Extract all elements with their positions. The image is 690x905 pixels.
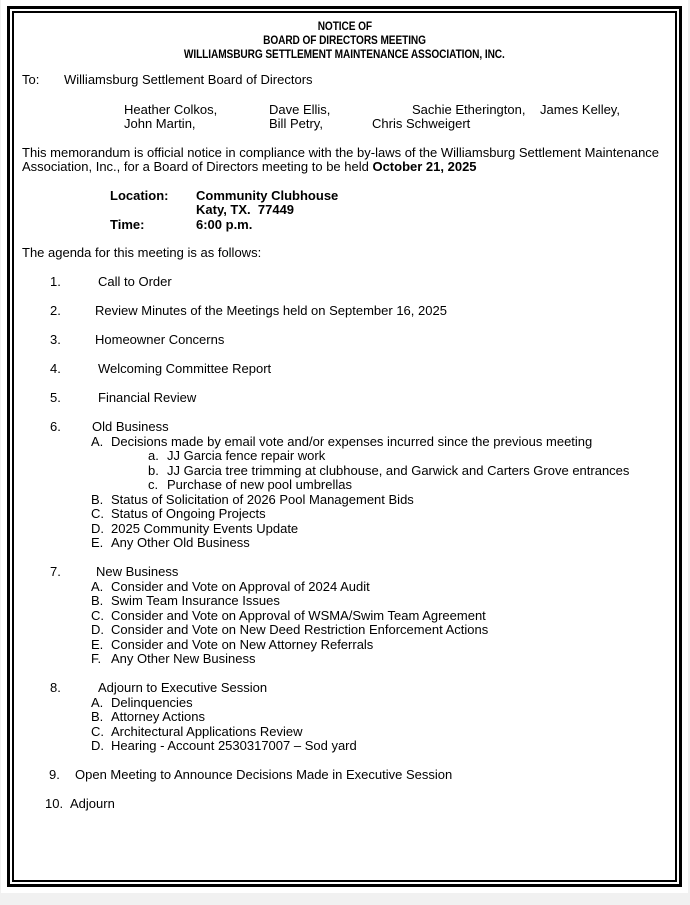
agenda-subsub-line [14,478,675,493]
header-line-notice: NOTICE OF [317,21,372,33]
agenda-sub-letter: C. [91,723,104,739]
agenda-sub-letter: E. [91,636,104,652]
agenda-sub-letter: D. [91,622,104,637]
agenda-item-number: 1. [50,274,61,289]
location-city-line [14,203,675,218]
agenda-item-line [14,391,675,406]
agenda-item-2 [14,304,675,319]
agenda-item-text: New Business [96,564,179,579]
agenda-item-text: Open Meeting to Announce Decisions Made in Executive Session [75,767,453,782]
agenda-item-6 [14,420,675,551]
agenda-item-text: Welcoming Committee Report [98,361,272,376]
agenda-item-line [14,768,675,783]
agenda-sub-text: Any Other Old Business [111,535,250,550]
agenda-sub-text: Status of Solicitation of 2026 Pool Management Bids [111,491,414,507]
agenda-item-number: 7. [50,564,61,579]
agenda-subsub-letter: b. [148,462,159,478]
agenda-item-text: Adjourn to Executive Session [98,680,268,695]
time-line [14,218,675,233]
agenda-sub-text: Consider and Vote on Approval of WSMA/Swim Team Agreement [111,607,486,623]
agenda-sub-letter: A. [91,578,104,594]
agenda-sub-text: Delinquencies [111,694,193,710]
agenda-sub-line [14,507,675,522]
agenda-item-number: 5. [50,390,61,405]
agenda-sub-line [14,609,675,624]
agenda-sub-letter: A. [91,433,104,449]
to-label: To: [22,72,40,87]
agenda-item-text: Review Minutes of the Meetings held on September 16, 2025 [95,303,447,318]
meeting-date: October 21, 2025 [372,159,477,174]
agenda-sub-text: Consider and Vote on New Deed Restriction Enforcement Actions [111,622,489,637]
agenda-sub-letter: B. [91,593,104,608]
agenda-sub-letter: D. [91,738,104,753]
agenda-item-text: Old Business [92,419,169,434]
agenda-subsub-line [14,449,675,464]
agenda-item-text: Adjourn [70,796,115,811]
agenda-sub-line [14,435,675,450]
document-header [14,20,675,62]
agenda-subsub-line [14,464,675,479]
recipient-name: Chris Schweigert [372,116,471,131]
agenda-item-line [14,681,675,696]
agenda-sub-text: Architectural Applications Review [111,723,303,739]
agenda-item-number: 6. [50,419,61,434]
time-value: 6:00 p.m. [196,216,253,232]
agenda-item-9 [14,768,675,783]
agenda-item-5 [14,391,675,406]
recipient-name: Sachie Etherington, [412,101,526,117]
agenda-item-line [14,362,675,377]
agenda-item-line [14,333,675,348]
agenda-sub-text: Hearing - Account 2530317007 – Sod yard [111,738,357,753]
agenda-sub-letter: E. [91,535,104,550]
agenda-item-number: 8. [50,680,61,695]
recipients-row-1 [14,103,675,118]
agenda-sub-letter: B. [91,709,104,724]
agenda-sub-line [14,652,675,667]
agenda-sub-line [14,638,675,653]
memo-paragraph [14,146,675,175]
agenda-sub-text: Any Other New Business [111,651,256,666]
agenda-item-line [14,304,675,319]
agenda-item-number: 10. [45,796,64,811]
agenda-item-number: 3. [50,332,61,347]
agenda-sub-letter: D. [91,520,104,536]
agenda-intro: The agenda for this meeting is as follows: [22,245,262,260]
agenda-item-8 [14,681,675,754]
agenda-sub-text: Decisions made by email vote and/or expenses incurred since the previous meeting [111,433,593,449]
agenda-sub-text: Attorney Actions [111,709,205,724]
agenda-item-1 [14,275,675,290]
agenda-item-text: Call to Order [98,274,172,289]
recipient-name: Heather Colkos, [124,101,218,117]
location-city: Katy, TX. 77449 [196,202,295,217]
agenda-sub-line [14,623,675,638]
agenda-item-line [14,275,675,290]
agenda-sub-line [14,493,675,508]
agenda-item-7 [14,565,675,667]
to-value: Williamsburg Settlement Board of Directors [64,72,313,87]
memo-line-1: This memorandum is official notice in compliance with the by-laws of the Williamsburg Settlement Maintenance [22,144,660,160]
agenda-item-line [14,797,675,812]
agenda-sub-line [14,739,675,754]
agenda-item-text: Homeowner Concerns [95,332,225,347]
recipients-row-2 [14,117,675,132]
agenda-sub-text: Swim Team Insurance Issues [111,593,280,608]
agenda-sub-line [14,536,675,551]
agenda-sub-line [14,594,675,609]
recipient-name: Dave Ellis, [269,101,331,117]
agenda-list [14,275,675,812]
agenda-sub-line [14,696,675,711]
agenda-sub-line [14,725,675,740]
location-value: Community Clubhouse [196,187,339,203]
memo-line-2-text: Association, Inc., for a Board of Directors meeting to be held [22,159,373,174]
agenda-sub-letter: F. [91,651,102,666]
time-label: Time: [110,216,145,232]
agenda-item-text: Financial Review [98,390,197,405]
agenda-item-number: 2. [50,303,61,318]
agenda-sub-text: Consider and Vote on Approval of 2024 Audit [111,578,370,594]
agenda-sub-text: Status of Ongoing Projects [111,506,266,521]
recipient-name: James Kelley, [540,101,620,117]
agenda-item-line [14,420,675,435]
agenda-sub-letter: C. [91,607,104,623]
recipient-name: John Martin, [124,116,196,131]
document-content [14,20,675,812]
agenda-sub-letter: A. [91,694,104,710]
agenda-subsub-text: JJ Garcia tree trimming at clubhouse, and Garwick and Carters Grove entrances [167,462,630,478]
agenda-sub-letter: C. [91,506,104,521]
agenda-item-number: 9. [49,767,60,782]
location-line [14,189,675,204]
to-line [14,73,675,88]
agenda-subsub-letter: a. [148,448,159,463]
agenda-item-10 [14,797,675,812]
recipient-name: Bill Petry, [269,116,323,131]
agenda-sub-line [14,580,675,595]
document-page [1,0,688,893]
document-border-inner [12,11,677,882]
agenda-subsub-text: JJ Garcia fence repair work [167,448,326,463]
location-label: Location: [110,187,169,203]
agenda-subsub-text: Purchase of new pool umbrellas [167,477,352,492]
agenda-sub-text: Consider and Vote on New Attorney Referrals [111,636,374,652]
recipients-list [14,103,675,132]
meeting-details [14,189,675,233]
agenda-subsub-letter: c. [148,477,159,492]
memo-line-2 [14,160,675,175]
document-border-outer [7,6,682,887]
agenda-item-line [14,565,675,580]
agenda-sub-letter: B. [91,491,104,507]
header-line-association: WILLIAMSBURG SETTLEMENT MAINTENANCE ASSOCIATION, INC. [184,49,505,61]
agenda-item-3 [14,333,675,348]
agenda-item-4 [14,362,675,377]
agenda-sub-line [14,522,675,537]
agenda-item-number: 4. [50,361,61,376]
agenda-sub-line [14,710,675,725]
agenda-sub-text: 2025 Community Events Update [111,520,299,536]
header-line-meeting: BOARD OF DIRECTORS MEETING [263,35,426,47]
